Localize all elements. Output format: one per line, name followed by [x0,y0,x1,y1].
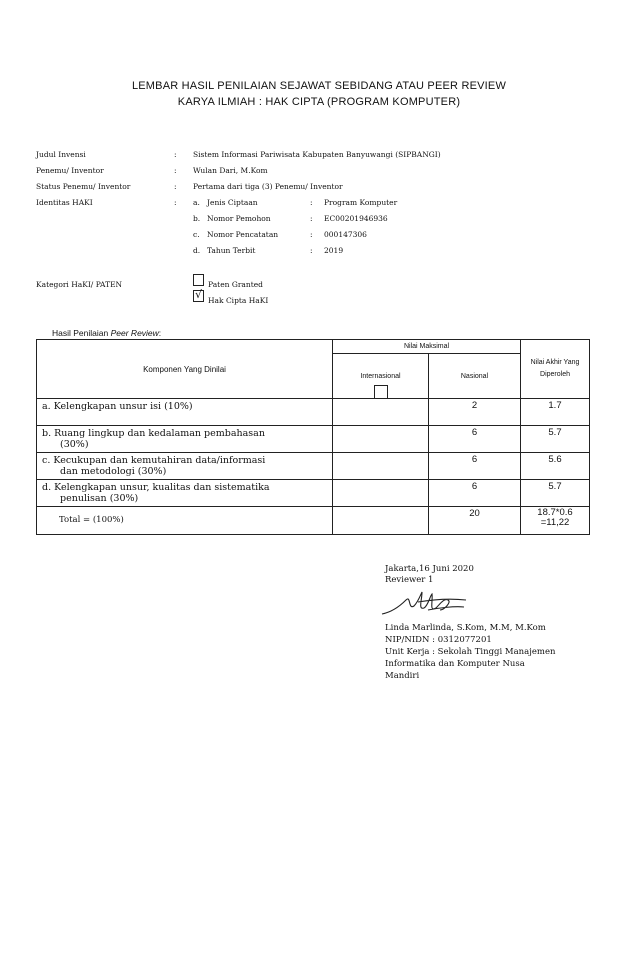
nasional-cell: 6 [429,426,521,453]
penemu-colon: : [174,166,177,175]
row-label [37,453,333,480]
internasional-cell [333,507,429,535]
akhir-line-2: =11,22 [540,517,570,528]
judul-label: Judul Invensi [36,150,86,159]
nilai-akhir-header: Nilai Akhir Yang Diperoleh [521,340,590,399]
row-label-line-1: b. Ruang lingkup dan kedalaman pembahasan [42,428,265,439]
hak-cipta-label: Hak Cipta HaKI [208,296,269,305]
reviewer-unit-line-1: Unit Kerja : Sekolah Tinggi Manajemen [385,647,556,657]
hak-cipta-checkbox[interactable] [193,290,204,302]
nasional-cell: 6 [429,480,521,507]
row-label [37,480,333,507]
reviewer-unit-line-2: Informatika dan Komputer Nusa [385,659,525,669]
table-row-total [37,507,590,535]
akhir-cell: 5.7 [521,426,590,453]
akhir-cell [521,507,590,535]
haki-item-label: Nomor Pemohon [207,214,271,223]
internasional-header: Internasional [333,354,429,399]
akhir-line-1: 18.7*0.6 [537,507,573,518]
row-label [37,399,333,426]
haki-item-colon: : [310,246,313,255]
nasional-cell: 20 [429,507,521,535]
caption-suffix: : [158,328,162,338]
haki-item-colon: : [310,198,313,207]
document-title-line-2: KARYA ILMIAH : HAK CIPTA (PROGRAM KOMPUTER) [177,96,461,108]
judul-value: Sistem Informasi Pariwisata Kabupaten Banyuwangi (SIPBANGI) [193,150,441,159]
haki-item-label: Nomor Pencatatan [207,230,279,239]
row-label-line-2: penulisan (30%) [60,493,139,504]
total-label: Total = (100%) [37,507,333,535]
haki-item-letter: a. [193,198,200,207]
haki-item-colon: : [310,230,313,239]
table-row [37,453,590,480]
haki-item-label: Tahun Terbit [207,246,256,255]
akhir-cell: 5.6 [521,453,590,480]
reviewer-name: Linda Marlinda, S.Kom, M.M, M.Kom [385,623,546,633]
table-row [37,426,590,453]
haki-item-letter: b. [193,214,201,223]
status-colon: : [174,182,177,191]
nasional-header: Nasional [429,354,521,399]
internasional-checkbox[interactable] [374,385,388,399]
haki-item-value: Program Komputer [324,198,398,207]
judul-colon: : [174,150,177,159]
table-row [37,480,590,507]
haki-item-colon: : [310,214,313,223]
row-label [37,426,333,453]
haki-label: Identitas HAKI [36,198,93,207]
review-caption [52,328,161,338]
paten-granted-checkbox[interactable] [193,274,204,286]
reviewer-nip: NIP/NIDN : 0312077201 [385,635,492,645]
reviewer-unit-line-3: Mandiri [385,671,420,681]
akhir-cell: 1.7 [521,399,590,426]
reviewer-role: Reviewer 1 [385,575,434,585]
place-date: Jakarta,16 Juni 2020 [385,564,474,574]
internasional-cell [333,453,429,480]
document-title-line-1: LEMBAR HASIL PENILAIAN SEJAWAT SEBIDANG ATAU PEER REVIEW [131,80,507,92]
kategori-label: Kategori HaKI/ PATEN [36,280,123,289]
haki-colon: : [174,198,177,207]
row-label-line-2: (30%) [60,439,89,450]
nilai-maksimal-header: Nilai Maksimal [333,340,521,354]
status-label: Status Penemu/ Inventor [36,182,131,191]
internasional-cell [333,399,429,426]
komponen-header: Komponen Yang Dinilai [37,340,333,399]
row-label-line-1: c. Kecukupan dan kemutahiran data/informasi [42,455,266,466]
haki-item-value: 2019 [324,246,344,255]
check-icon: √ [195,288,203,301]
row-label-line-1: a. Kelengkapan unsur isi (10%) [42,401,193,412]
paten-granted-label: Paten Granted [208,280,263,289]
nasional-cell: 2 [429,399,521,426]
akhir-cell: 5.7 [521,480,590,507]
score-table [36,339,590,535]
signature-image [378,588,473,620]
internasional-cell [333,480,429,507]
haki-item-value: 000147306 [324,230,367,239]
caption-prefix: Hasil Penilaian [52,328,109,338]
haki-item-letter: d. [193,246,201,255]
table-row [37,399,590,426]
haki-item-value: EC00201946936 [324,214,388,223]
status-value: Pertama dari tiga (3) Penemu/ Inventor [193,182,343,191]
row-label-line-1: d. Kelengkapan unsur, kualitas dan sistematika [42,482,270,493]
row-label-line-2: dan metodologi (30%) [60,466,167,477]
caption-italic: Peer Review [110,328,159,338]
penemu-value: Wulan Dari, M.Kom [193,166,268,175]
nasional-cell: 6 [429,453,521,480]
haki-item-letter: c. [193,230,200,239]
internasional-cell [333,426,429,453]
haki-item-label: Jenis Ciptaan [207,198,258,207]
penemu-label: Penemu/ Inventor [36,166,104,175]
